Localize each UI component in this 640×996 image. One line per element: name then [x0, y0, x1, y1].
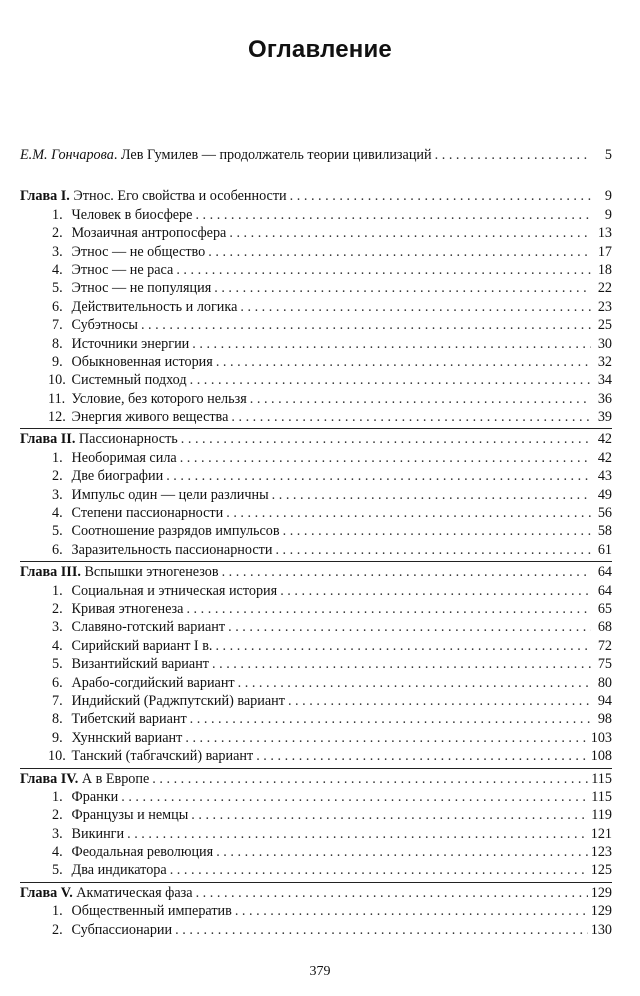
toc-entry[interactable]	[20, 843, 612, 861]
entry-title: Индийский (Раджпутский) вариант	[71, 692, 285, 709]
chapter-block	[20, 428, 612, 559]
entry-number: 11.	[48, 390, 66, 407]
toc-entry[interactable]	[20, 408, 612, 426]
leader-dots	[127, 825, 588, 843]
entry-title: Необоримая сила	[71, 449, 177, 466]
toc-entry[interactable]	[20, 825, 612, 843]
leader-dots	[250, 390, 591, 408]
entry-number: 4.	[52, 844, 63, 861]
chapter-label: Глава V.	[20, 884, 73, 901]
toc-entry[interactable]	[20, 243, 612, 261]
chapter-block	[20, 186, 612, 426]
leader-dots	[222, 563, 591, 581]
entry-number: 4.	[52, 261, 63, 278]
leader-dots	[175, 921, 588, 939]
toc-entry[interactable]	[20, 371, 612, 389]
chapter-heading-entry[interactable]	[20, 428, 612, 448]
leader-dots	[229, 224, 591, 242]
toc-entry[interactable]	[20, 486, 612, 504]
toc-entry[interactable]	[20, 224, 612, 242]
chapter-label: Глава II.	[20, 431, 76, 448]
chapter-page-number: 64	[597, 564, 612, 581]
entry-page-number: 80	[597, 674, 612, 691]
leader-dots	[435, 146, 591, 164]
entry-number: 2.	[52, 807, 63, 824]
chapter-heading-entry[interactable]	[20, 882, 612, 902]
entry-page-number: 42	[597, 449, 612, 466]
toc-entry[interactable]	[20, 467, 612, 485]
leader-dots	[280, 582, 591, 600]
chapter-title: Акматическая фаза	[76, 884, 193, 901]
chapter-page-number: 42	[597, 431, 612, 448]
entry-page-number: 30	[597, 335, 612, 352]
entry-page-number: 108	[590, 748, 612, 765]
entry-page-number: 129	[590, 903, 612, 920]
entry-page-number: 39	[597, 409, 612, 426]
entry-number: 5.	[52, 862, 63, 879]
leader-dots	[240, 298, 591, 316]
leader-dots	[141, 316, 591, 334]
entry-number: 5.	[52, 656, 63, 673]
leader-dots	[176, 261, 591, 279]
chapter-label: Глава IV.	[20, 770, 79, 787]
table-of-contents	[20, 146, 612, 941]
entry-page-number: 64	[597, 582, 612, 599]
chapter-label: Глава III.	[20, 564, 81, 581]
entry-number: 4.	[52, 637, 63, 654]
entry-title: Условие, без которого нельзя	[71, 390, 247, 407]
entry-page-number: 75	[597, 656, 612, 673]
toc-entry[interactable]	[20, 600, 612, 618]
leader-dots	[186, 600, 591, 618]
chapter-block	[20, 882, 612, 939]
chapter-title: Вспышки этногенезов	[84, 564, 219, 581]
toc-entry[interactable]	[20, 206, 612, 224]
leader-dots	[152, 770, 588, 788]
entry-page-number: 98	[597, 711, 612, 728]
entry-page-number: 130	[590, 921, 612, 938]
leader-dots	[226, 504, 591, 522]
entry-page-number: 18	[597, 261, 612, 278]
chapter-list	[20, 186, 612, 939]
entry-number: 10.	[48, 372, 66, 389]
toc-entry[interactable]	[20, 522, 612, 540]
entry-title: Сирийский вариант I в.	[71, 637, 213, 654]
chapter-heading-entry[interactable]	[20, 561, 612, 581]
entry-number: 1.	[52, 449, 63, 466]
leader-dots	[272, 486, 591, 504]
entry-title: Этнос — не раса	[71, 261, 174, 278]
toc-entry[interactable]	[20, 861, 612, 879]
toc-entry[interactable]	[20, 316, 612, 334]
entry-page-number: 13	[597, 225, 612, 242]
toc-entry[interactable]	[20, 655, 612, 673]
intro-page-number: 5	[604, 147, 612, 163]
entry-title: Этнос — не популяция	[71, 280, 212, 297]
entry-page-number: 23	[597, 298, 612, 315]
entry-number: 4.	[52, 505, 63, 522]
leader-dots	[228, 618, 591, 636]
entry-title: Импульс один — цели различны	[71, 486, 269, 503]
leader-dots	[192, 335, 591, 353]
entry-number: 2.	[52, 225, 63, 242]
chapter-heading-entry[interactable]	[20, 186, 612, 205]
leader-dots	[195, 206, 591, 224]
leader-dots	[180, 449, 591, 467]
entry-title: Соотношение разрядов импульсов	[71, 523, 280, 540]
entry-page-number: 17	[597, 243, 612, 260]
entry-number: 6.	[52, 541, 63, 558]
toc-entry[interactable]	[20, 279, 612, 297]
entry-number: 3.	[52, 486, 63, 503]
entry-title: Общественный императив	[71, 903, 232, 920]
leader-dots	[181, 430, 591, 448]
chapter-label: Глава I.	[20, 188, 70, 205]
entry-number: 6.	[52, 298, 63, 315]
entry-page-number: 94	[597, 692, 612, 709]
entry-page-number: 43	[597, 468, 612, 485]
entry-page-number: 36	[597, 390, 612, 407]
leader-dots	[235, 902, 588, 920]
leader-dots	[191, 806, 588, 824]
entry-page-number: 68	[597, 619, 612, 636]
page-title: Оглавление	[248, 36, 392, 63]
leader-dots	[121, 788, 588, 806]
chapter-block	[20, 768, 612, 880]
toc-intro-entry[interactable]	[20, 146, 612, 164]
entry-page-number: 123	[590, 844, 612, 861]
entry-title: Заразительность пассионарности	[71, 541, 273, 558]
chapter-heading-entry[interactable]	[20, 768, 612, 788]
entry-page-number: 34	[597, 372, 612, 389]
leader-dots	[196, 884, 588, 902]
leader-dots	[275, 541, 591, 559]
leader-dots	[290, 187, 591, 205]
leader-dots	[166, 467, 591, 485]
entry-title: Две биографии	[71, 468, 164, 485]
toc-entry[interactable]	[20, 637, 612, 655]
entry-number: 2.	[52, 468, 63, 485]
toc-entry[interactable]	[20, 729, 612, 747]
leader-dots	[216, 353, 591, 371]
toc-entry[interactable]	[20, 921, 612, 939]
entry-page-number: 125	[590, 862, 612, 879]
toc-entry[interactable]	[20, 618, 612, 636]
leader-dots	[190, 710, 591, 728]
chapter-page-number: 115	[591, 770, 612, 787]
entry-title: Два индикатора	[71, 862, 167, 879]
entry-number: 5.	[52, 280, 63, 297]
chapter-title: Этнос. Его свойства и особенности	[73, 188, 287, 205]
entry-title: Этнос — не общество	[71, 243, 206, 260]
entry-number: 9.	[52, 729, 63, 746]
toc-entry[interactable]	[20, 298, 612, 316]
leader-dots	[190, 371, 591, 389]
entry-title: Славяно-готский вариант	[71, 619, 226, 636]
entry-number: 1.	[52, 582, 63, 599]
leader-dots	[288, 692, 591, 710]
entry-page-number: 72	[597, 637, 612, 654]
entry-title: Мозаичная антропосфера	[71, 225, 227, 242]
entry-page-number: 61	[597, 541, 612, 558]
toc-entry[interactable]	[20, 353, 612, 371]
intro-author: Е.М. Гончарова	[20, 147, 114, 163]
entry-number: 3.	[52, 825, 63, 842]
entry-page-number: 58	[597, 523, 612, 540]
leader-dots	[208, 243, 591, 261]
entry-page-number: 25	[597, 317, 612, 334]
entry-title: Французы и немцы	[71, 807, 189, 824]
entry-title: Арабо-согдийский вариант	[71, 674, 235, 691]
entry-number: 3.	[52, 243, 63, 260]
chapter-title: А в Европе	[81, 770, 150, 787]
entry-page-number: 65	[597, 600, 612, 617]
toc-entry[interactable]	[20, 902, 612, 920]
entry-title: Феодальная революция	[71, 844, 214, 861]
entry-number: 12.	[48, 409, 66, 426]
leader-dots	[238, 674, 591, 692]
entry-page-number: 49	[597, 486, 612, 503]
entry-page-number: 103	[590, 729, 612, 746]
entry-number: 1.	[52, 903, 63, 920]
chapter-block	[20, 561, 612, 765]
entry-title: Субпассионарии	[71, 921, 173, 938]
entry-title: Действительность и логика	[71, 298, 238, 315]
entry-title: Викинги	[71, 825, 125, 842]
entry-number: 7.	[52, 317, 63, 334]
chapter-page-number: 129	[590, 884, 612, 901]
toc-entry[interactable]	[20, 806, 612, 824]
toc-entry[interactable]	[20, 747, 612, 765]
leader-dots	[256, 747, 588, 765]
entry-title: Субэтносы	[71, 317, 138, 334]
entry-number: 7.	[52, 692, 63, 709]
leader-dots	[212, 655, 591, 673]
entry-number: 10.	[48, 748, 66, 765]
leader-dots	[170, 861, 588, 879]
entry-page-number: 56	[597, 505, 612, 522]
entry-page-number: 22	[597, 280, 612, 297]
leader-dots	[214, 279, 591, 297]
chapter-title: Пассионарность	[78, 431, 178, 448]
entry-title: Хуннский вариант	[71, 729, 183, 746]
entry-title: Франки	[71, 788, 119, 805]
entry-number: 2.	[52, 600, 63, 617]
entry-number: 1.	[52, 788, 63, 805]
toc-entry[interactable]	[20, 261, 612, 279]
entry-title: Танский (табгачский) вариант	[71, 748, 254, 765]
toc-entry[interactable]	[20, 788, 612, 806]
entry-page-number: 9	[604, 206, 612, 223]
toc-entry[interactable]	[20, 390, 612, 408]
entry-number: 1.	[52, 206, 63, 223]
entry-number: 6.	[52, 674, 63, 691]
entry-page-number: 121	[590, 825, 612, 842]
entry-title: Кривая этногенеза	[71, 600, 184, 617]
entry-number: 8.	[52, 335, 63, 352]
entry-title: Системный подход	[71, 372, 187, 389]
toc-entry[interactable]	[20, 449, 612, 467]
toc-entry[interactable]	[20, 692, 612, 710]
toc-entry[interactable]	[20, 504, 612, 522]
entry-title: Социальная и этническая история	[71, 582, 278, 599]
entry-title: Обыкновенная история	[71, 353, 213, 370]
entry-number: 2.	[52, 921, 63, 938]
entry-number: 3.	[52, 619, 63, 636]
entry-number: 5.	[52, 523, 63, 540]
entry-title: Источники энергии	[71, 335, 190, 352]
toc-entry[interactable]	[20, 710, 612, 728]
intro-title: . Лев Гумилев — продолжатель теории цивилизаций	[113, 147, 432, 163]
chapter-page-number: 9	[604, 188, 612, 205]
entry-page-number: 119	[591, 807, 612, 824]
entry-page-number: 32	[597, 353, 612, 370]
leader-dots	[283, 522, 591, 540]
leader-dots	[215, 637, 591, 655]
toc-entry[interactable]	[20, 541, 612, 559]
entry-title: Человек в биосфере	[71, 206, 193, 223]
leader-dots	[231, 408, 591, 426]
leader-dots	[185, 729, 587, 747]
leader-dots	[216, 843, 588, 861]
toc-entry[interactable]	[20, 674, 612, 692]
toc-entry[interactable]	[20, 582, 612, 600]
entry-number: 8.	[52, 711, 63, 728]
entry-title: Тибетский вариант	[71, 711, 187, 728]
entry-title: Степени пассионарности	[71, 505, 224, 522]
entry-page-number: 115	[591, 788, 612, 805]
entry-title: Византийский вариант	[71, 656, 209, 673]
toc-entry[interactable]	[20, 335, 612, 353]
entry-number: 9.	[52, 353, 63, 370]
page-folio: 379	[309, 964, 331, 979]
entry-title: Энергия живого вещества	[71, 409, 229, 426]
